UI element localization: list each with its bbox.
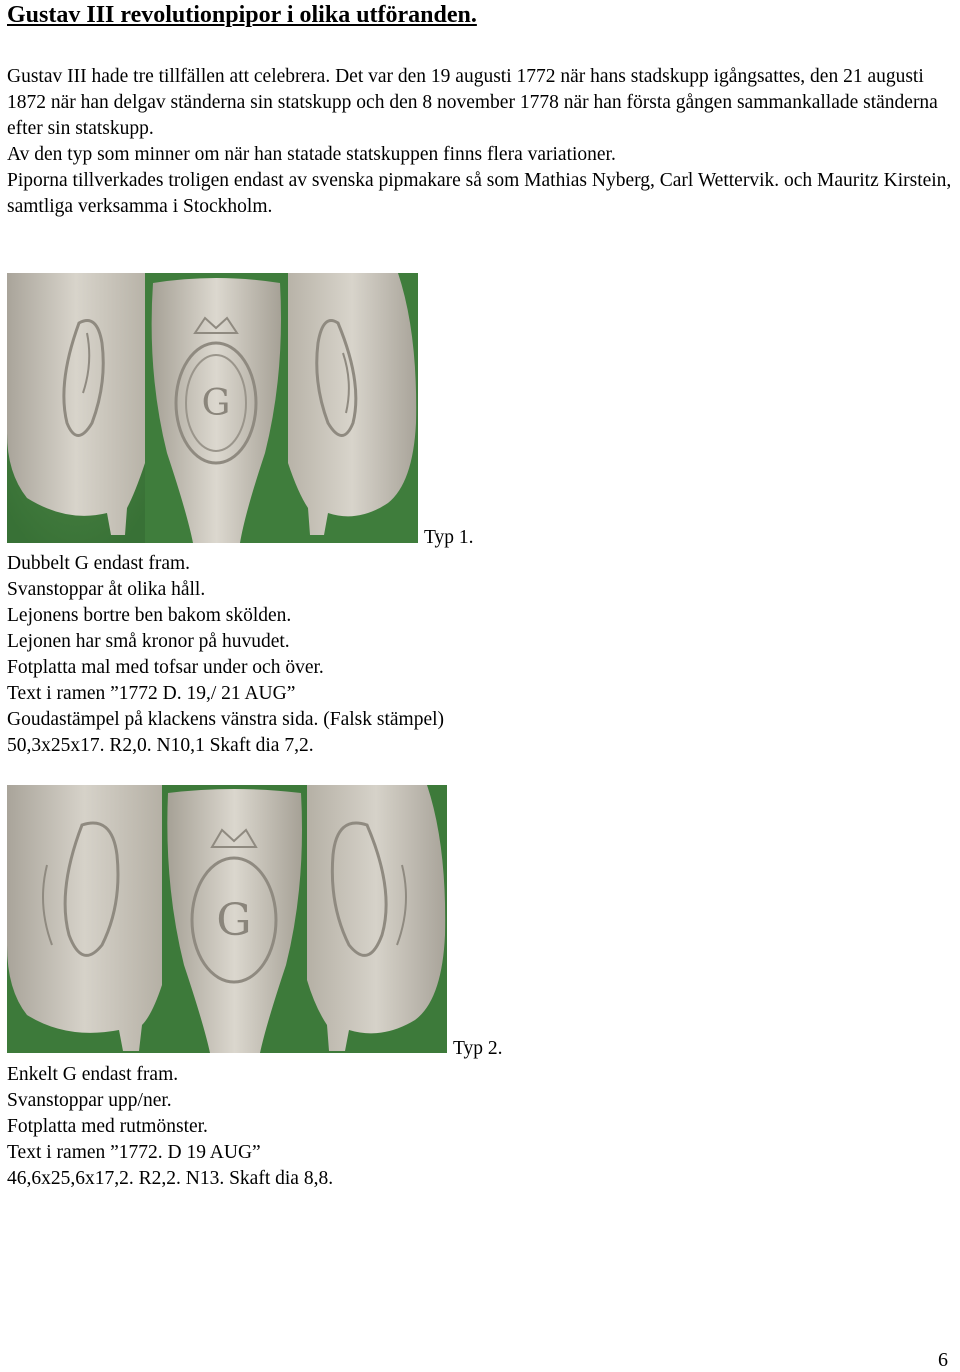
typ1-pipe-right-side-photo	[288, 273, 418, 543]
typ1-line: Text i ramen ”1772 D. 19,/ 21 AUG”	[7, 683, 296, 704]
svg-text:G: G	[201, 383, 231, 424]
intro-paragraph-1: Gustav III hade tre tillfällen att celebrera. Det var den 19 augusti 1772 när hans stadskupp igångsattes, den 21 augusti 1872 när han delgav ständerna sin statskupp och den 8 november 1778 när han första gången sammankallade ständerna efter sin statskupp.	[7, 66, 938, 139]
typ2-line: 46,6x25,6x17,2. R2,2. N13. Skaft dia 8,8.	[7, 1168, 334, 1189]
page-title: Gustav III revolutionpipor i olika utföranden.	[7, 2, 477, 28]
typ2-pipe-left-side-photo	[7, 785, 162, 1053]
typ1-label: Typ 1.	[424, 527, 474, 548]
typ2-photo-row	[7, 785, 447, 1053]
typ1-pipe-left-side-photo	[7, 273, 145, 543]
typ2-line: Text i ramen ”1772. D 19 AUG”	[7, 1142, 261, 1163]
typ2-pipe-front-photo	[162, 785, 307, 1053]
intro-paragraph-2: Av den typ som minner om när han statade statskuppen finns flera variationer.	[7, 144, 616, 165]
intro-paragraph-3: Piporna tillverkades troligen endast av svenska pipmakare så som Mathias Nyberg, Carl Wettervik. och Mauritz Kirstein, samtliga verksamma i Stockholm.	[7, 170, 952, 217]
page-number: 6	[938, 1349, 948, 1371]
typ1-description	[7, 551, 444, 759]
typ2-line: Fotplatta med rutmönster.	[7, 1116, 208, 1137]
intro-text	[7, 64, 957, 220]
typ1-line: 50,3x25x17. R2,0. N10,1 Skaft dia 7,2.	[7, 735, 314, 756]
typ1-line: Lejonens bortre ben bakom skölden.	[7, 605, 292, 626]
typ1-line: Svanstoppar åt olika håll.	[7, 579, 206, 600]
typ1-line: Dubbelt G endast fram.	[7, 553, 191, 574]
svg-text:G: G	[216, 895, 252, 946]
typ2-description	[7, 1062, 333, 1192]
typ1-photo-row	[7, 273, 418, 543]
typ1-line: Goudastämpel på klackens vänstra sida. (Falsk stämpel)	[7, 709, 445, 730]
typ2-line: Svanstoppar upp/ner.	[7, 1090, 172, 1111]
typ1-line: Lejonen har små kronor på huvudet.	[7, 631, 290, 652]
typ2-pipe-right-side-photo	[307, 785, 447, 1053]
typ2-label: Typ 2.	[453, 1038, 503, 1059]
typ1-line: Fotplatta mal med tofsar under och över.	[7, 657, 324, 678]
typ2-line: Enkelt G endast fram.	[7, 1064, 179, 1085]
typ1-pipe-front-photo	[145, 273, 288, 543]
